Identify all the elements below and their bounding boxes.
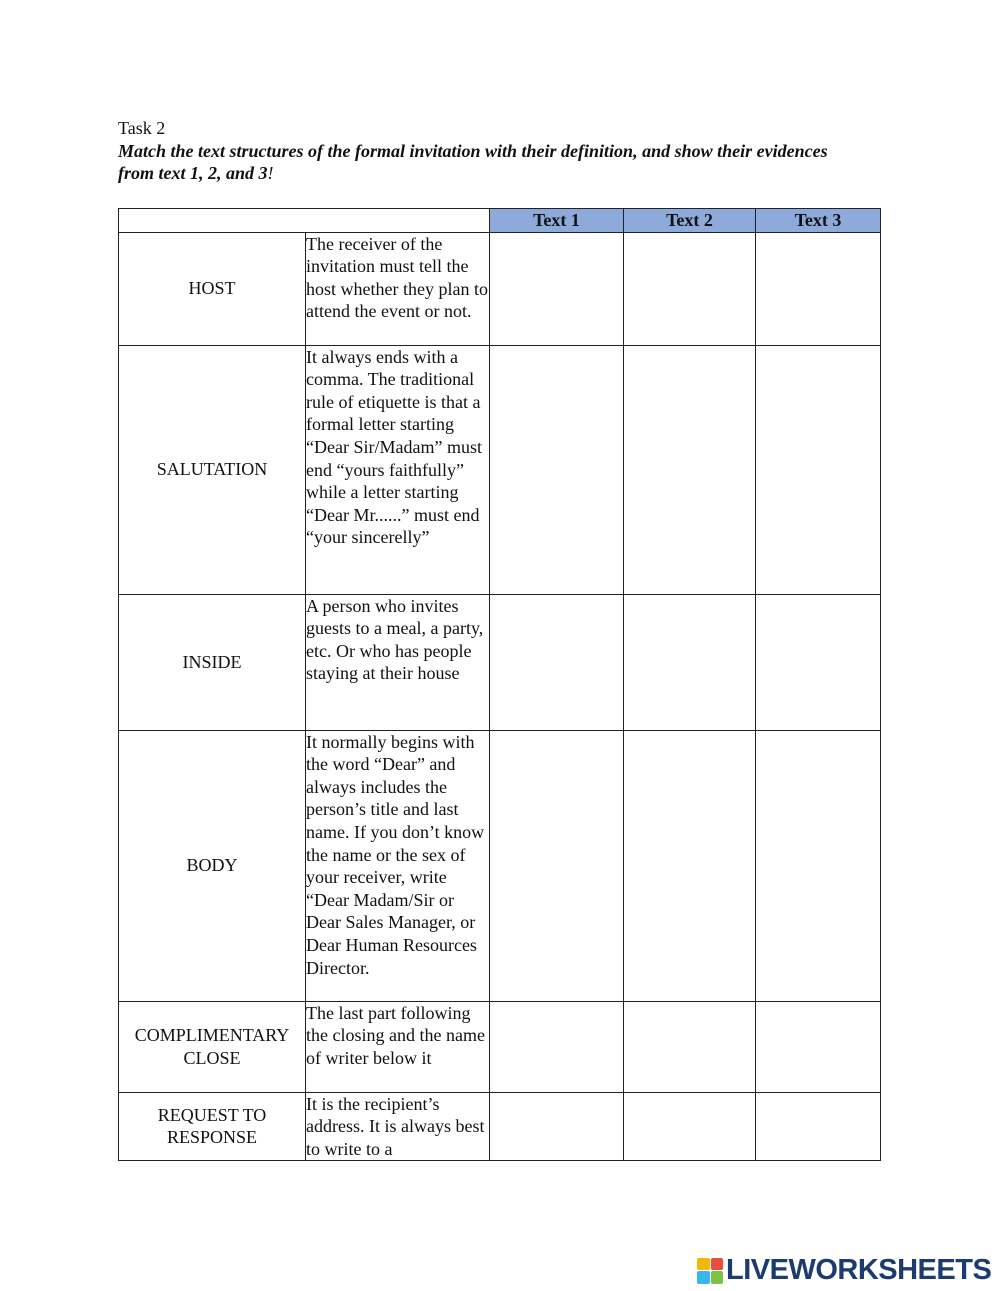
answer-cell-text-2[interactable] — [624, 1001, 756, 1092]
answer-cell-text-1[interactable] — [490, 1092, 624, 1160]
answer-cell-text-2[interactable] — [624, 730, 756, 1001]
term-cell: REQUEST TO RESPONSE — [119, 1092, 306, 1160]
table-row — [119, 1092, 881, 1160]
answer-cell-text-2[interactable] — [624, 1092, 756, 1160]
answer-cell-text-3[interactable] — [756, 1092, 881, 1160]
table-row — [119, 1001, 881, 1092]
definition-text-clipped: It is the recipient’s address. It is always best to write to a — [306, 1093, 485, 1159]
table-header-row — [119, 209, 881, 233]
answer-cell-text-1[interactable] — [490, 730, 624, 1001]
task-instruction — [118, 140, 858, 184]
term-cell: SALUTATION — [119, 345, 306, 594]
header-text-2: Text 2 — [624, 209, 756, 233]
definition-cell: The receiver of the invitation must tell the host whether they plan to attend the event or not. — [306, 232, 490, 345]
task-label: Task 2 — [118, 118, 166, 138]
answer-cell-text-1[interactable] — [490, 345, 624, 594]
term-cell: COMPLIMENTARY CLOSE — [119, 1001, 306, 1092]
header-blank-cell — [119, 209, 490, 233]
term-cell: INSIDE — [119, 594, 306, 730]
header-text-1: Text 1 — [490, 209, 624, 233]
answer-cell-text-3[interactable] — [756, 730, 881, 1001]
definition-cell: It always ends with a comma. The traditional rule of etiquette is that a formal letter starting “Dear Sir/Madam” must end “yours faithfully” while a letter starting “Dear Mr......” must end “your sincerelly” — [306, 345, 490, 594]
answer-cell-text-2[interactable] — [624, 232, 756, 345]
liveworksheets-logo-icon — [697, 1258, 723, 1284]
answer-cell-text-1[interactable] — [490, 1001, 624, 1092]
definition-cell: It normally begins with the word “Dear” and always includes the person’s title and last name. If you don’t know the name or the sex of your receiver, write “Dear Madam/Sir or Dear Sales Manager, or Dear Human Resources Director. — [306, 730, 490, 1001]
liveworksheets-brand — [697, 1254, 991, 1287]
answer-cell-text-3[interactable] — [756, 345, 881, 594]
table-row — [119, 345, 881, 594]
header-text-3: Text 3 — [756, 209, 881, 233]
definition-cell: A person who invites guests to a meal, a party, etc. Or who has people staying at their house — [306, 594, 490, 730]
answer-cell-text-2[interactable] — [624, 594, 756, 730]
answer-cell-text-2[interactable] — [624, 345, 756, 594]
answer-cell-text-3[interactable] — [756, 232, 881, 345]
table-row — [119, 730, 881, 1001]
instruction-end: ! — [267, 163, 274, 183]
term-cell: BODY — [119, 730, 306, 1001]
answer-cell-text-1[interactable] — [490, 232, 624, 345]
term-cell: HOST — [119, 232, 306, 345]
answer-cell-text-3[interactable] — [756, 594, 881, 730]
structures-table — [118, 208, 881, 1161]
answer-cell-text-3[interactable] — [756, 1001, 881, 1092]
brand-name: LIVEWORKSHEETS — [726, 1254, 992, 1286]
answer-cell-text-1[interactable] — [490, 594, 624, 730]
table-row — [119, 594, 881, 730]
definition-cell — [306, 1092, 490, 1160]
table-row — [119, 232, 881, 345]
definition-cell: The last part following the closing and the name of writer below it — [306, 1001, 490, 1092]
instruction-text: Match the text structures of the formal invitation with their definition, and show their evidences from text 1, 2, and 3 — [118, 141, 828, 183]
